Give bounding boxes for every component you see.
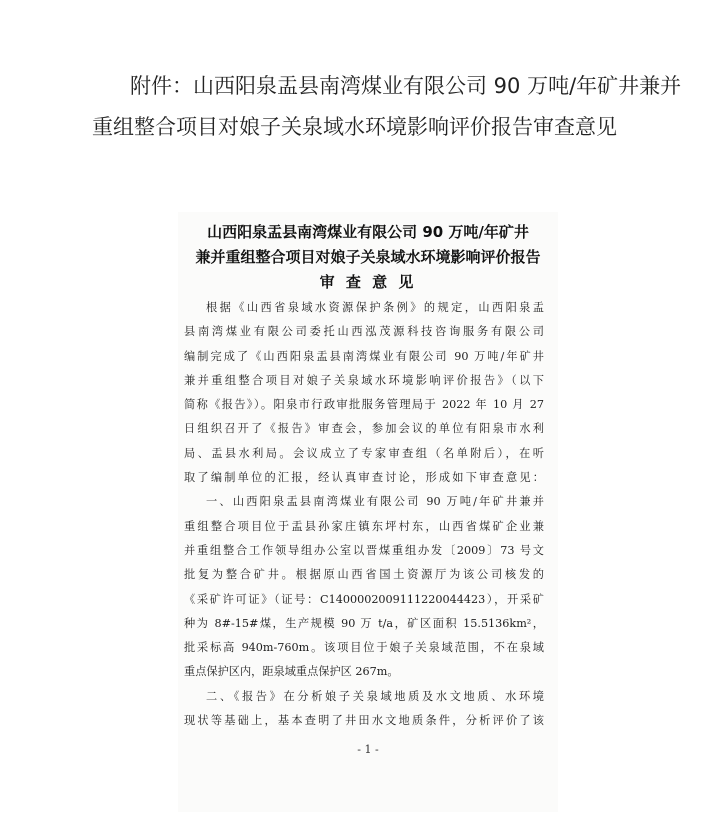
body-line: 《采矿许可证》（证号：C1400002009111220044423），开采矿 — [184, 592, 544, 606]
document-title-line-3: 审 查 意 见 — [319, 273, 417, 291]
body-line: 种为 8#-15#煤，生产规模 90 万 t/a，矿区面积 15.5136km²， — [184, 616, 544, 630]
body-line: 兼并重组整合项目对娘子关泉域水环境影响评价报告》（以下 — [184, 373, 544, 387]
body-line: 批复为整合矿井。根据原山西省国土资源厅为该公司核发的 — [184, 568, 544, 582]
body-line: 重点保护区内，距泉域重点保护区 267m。 — [184, 665, 399, 679]
body-line: 一、山西阳泉盂县南湾煤业有限公司 90 万吨/年矿井兼并 — [206, 495, 544, 509]
body-line: 日组织召开了《报告》审查会，参加会议的单位有阳泉市水利 — [184, 422, 544, 436]
attachment-heading-line-2: 重组整合项目对娘子关泉域水环境影响评价报告审查意见 — [92, 115, 617, 139]
body-line: 简称《报告》）。阳泉市行政审批服务管理局于 2022 年 10 月 27 — [184, 398, 544, 412]
body-line: 根据《山西省泉域水资源保护条例》的规定，山西阳泉盂 — [206, 301, 544, 314]
page-number: - 1 - — [357, 743, 379, 756]
body-line: 县南湾煤业有限公司委托山西泓茂源科技咨询服务有限公司 — [184, 325, 544, 339]
body-line: 取了编制单位的汇报，经认真审查讨论，形成如下审查意见： — [184, 471, 544, 485]
document-title — [178, 220, 558, 295]
body-line: 二、《报告》在分析娘子关泉域地质及水文地质、水环境 — [206, 689, 544, 703]
attachment-heading-line-1: 附件：山西阳泉盂县南湾煤业有限公司 90 万吨/年矿井兼并 — [130, 74, 682, 98]
attachment-heading — [92, 66, 682, 148]
document-body — [184, 296, 544, 733]
body-line: 现状等基础上，基本查明了井田水文地质条件，分析评价了该 — [184, 714, 544, 728]
document-title-line-1: 山西阳泉盂县南湾煤业有限公司 90 万吨/年矿井 — [207, 223, 529, 241]
body-line: 重组整合项目位于盂县孙家庄镇东坪村东，山西省煤矿企业兼 — [184, 519, 544, 533]
document-title-line-2: 兼并重组整合项目对娘子关泉域水环境影响评价报告 — [195, 248, 541, 266]
body-line: 并重组整合工作领导组办公室以晋煤重组办发〔2009〕73 号文 — [184, 543, 544, 557]
body-line: 编制完成了《山西阳泉盂县南湾煤业有限公司 90 万吨/年矿井 — [184, 349, 544, 363]
body-line: 局、盂县水利局。会议成立了专家审查组（名单附后），在听 — [184, 446, 544, 460]
body-line: 批采标高 940m-760m。该项目位于娘子关泉域范围，不在泉域 — [184, 641, 544, 655]
